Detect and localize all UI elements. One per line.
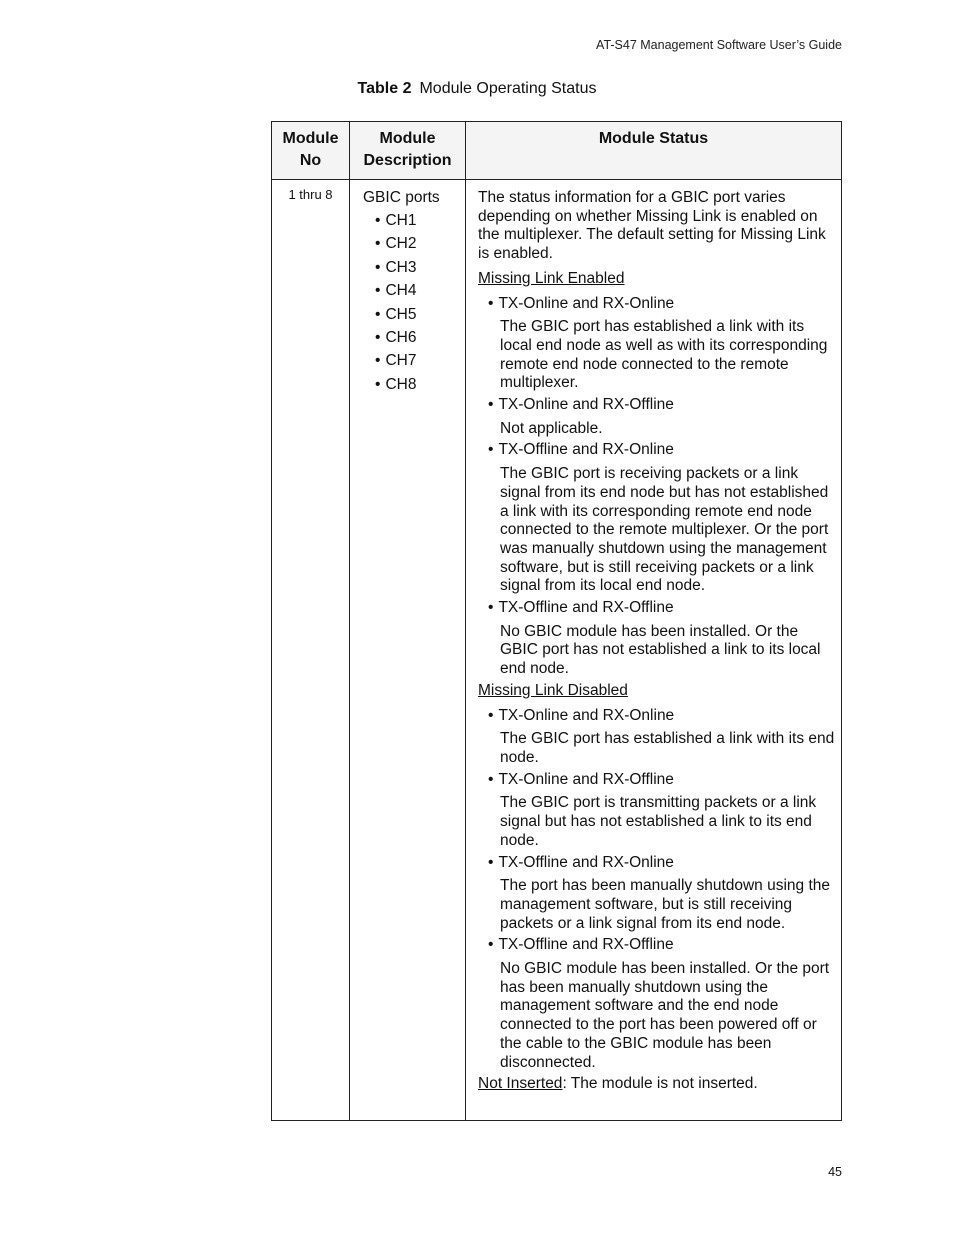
bullet-icon: • — [488, 599, 494, 617]
channel-item — [375, 279, 463, 302]
channel-label: CH7 — [385, 352, 417, 370]
bullet-icon: • — [375, 375, 381, 393]
channel-label: CH5 — [385, 305, 417, 323]
bullet-icon: • — [488, 441, 494, 459]
status-description: No GBIC module has been installed. Or the GBIC port has not established a link to its local end node. — [500, 622, 821, 678]
section-title-enabled: Missing Link Enabled — [478, 269, 625, 287]
status-item-label — [488, 854, 838, 873]
bullet-icon: • — [488, 294, 494, 312]
status-label-text: TX-Online and RX-Offline — [498, 770, 674, 788]
status-description: No GBIC module has been installed. Or the port has been manually shutdown using the management software and the end node connected to the port has been powered off or the cable to the GBIC module has been disconnected. — [500, 960, 830, 1071]
header-text: Description — [363, 152, 452, 169]
channel-item — [375, 349, 463, 372]
channel-item — [375, 326, 463, 349]
status-label-text: TX-Online and RX-Online — [498, 706, 675, 724]
table-caption — [0, 80, 954, 98]
description-title: GBIC ports — [363, 189, 440, 206]
status-item — [488, 599, 838, 679]
header-text: No — [299, 152, 322, 169]
module-status-table — [271, 121, 842, 1121]
status-item-label — [488, 441, 838, 460]
status-item-label — [488, 295, 838, 314]
header-module-description — [350, 128, 465, 172]
status-item — [488, 396, 838, 438]
disabled-status-list — [478, 707, 838, 1073]
bullet-icon: • — [375, 212, 381, 229]
bullet-icon: • — [375, 282, 381, 300]
status-description: The GBIC port has established a link with its local end node as well as with its corresponding remote end node connected to the remote multiplexer. — [500, 318, 828, 392]
cell-module-status — [478, 189, 838, 1094]
status-description: The GBIC port is transmitting packets or a link signal but has not established a link to its end node. — [500, 794, 817, 849]
status-item — [488, 854, 838, 934]
status-label-text: TX-Online and RX-Offline — [498, 396, 674, 414]
channel-label: CH3 — [385, 258, 417, 276]
bullet-icon: • — [488, 396, 494, 414]
channel-label: CH4 — [385, 282, 417, 300]
status-item-label — [488, 599, 838, 618]
channel-label: CH6 — [385, 328, 417, 346]
not-inserted-label: Not Inserted — [478, 1075, 563, 1093]
status-item — [488, 936, 838, 1072]
not-inserted-text: : The module is not inserted. — [562, 1075, 758, 1093]
status-label-text: TX-Offline and RX-Online — [498, 441, 674, 459]
header-module-no — [271, 128, 350, 172]
status-item-label — [488, 396, 838, 415]
status-item — [488, 707, 838, 768]
header-text: Module — [379, 130, 436, 147]
enabled-status-list — [478, 295, 838, 679]
status-label-text: TX-Online and RX-Online — [498, 294, 675, 312]
not-inserted-note — [478, 1075, 838, 1094]
status-item-label — [488, 771, 838, 790]
header-text: Module Status — [598, 130, 709, 147]
section-title-disabled: Missing Link Disabled — [478, 681, 628, 699]
status-label-text: TX-Offline and RX-Online — [498, 853, 674, 871]
bullet-icon: • — [488, 770, 494, 788]
bullet-icon: • — [375, 235, 381, 253]
status-description: The GBIC port has established a link with its end node. — [500, 730, 835, 766]
status-intro: The status information for a GBIC port varies depending on whether Missing Link is enabled on the multiplexer. The default setting for Missing Link is enabled. — [478, 189, 826, 263]
status-item-label — [488, 936, 838, 955]
running-header: AT-S47 Management Software User’s Guide — [596, 38, 842, 52]
caption-text: Module Operating Status — [419, 80, 597, 97]
bullet-icon: • — [375, 258, 381, 276]
status-item — [488, 441, 838, 596]
status-description: The GBIC port is receiving packets or a link signal from its end node but has not established a link with its corresponding remote end node connected to the remote multiplexer. Or the port was manually shutdown using the management software, but is still receiving packets or a link signal from its local end node. — [500, 465, 829, 595]
bullet-icon: • — [375, 352, 381, 370]
channel-item — [375, 232, 463, 255]
status-description: The port has been manually shutdown using the management software, but is still receiving packets or a link signal from its end node. — [500, 877, 831, 932]
channel-label: CH8 — [385, 375, 417, 393]
status-item-label — [488, 707, 838, 726]
bullet-icon: • — [488, 936, 494, 954]
channel-item — [375, 373, 463, 396]
status-item — [488, 295, 838, 394]
bullet-icon: • — [488, 706, 494, 724]
bullet-icon: • — [488, 853, 494, 871]
channel-item — [375, 256, 463, 279]
cell-module-no: 1 thru 8 — [288, 187, 333, 202]
cell-module-description — [363, 189, 463, 396]
bullet-icon: • — [375, 328, 381, 346]
page-number: 45 — [828, 1165, 842, 1179]
channel-item — [375, 303, 463, 326]
header-text: Module — [282, 130, 339, 147]
bullet-icon: • — [375, 305, 381, 323]
status-description: Not applicable. — [500, 419, 603, 437]
status-item — [488, 771, 838, 851]
status-label-text: TX-Offline and RX-Offline — [498, 599, 674, 617]
status-label-text: TX-Offline and RX-Offline — [498, 936, 674, 954]
channel-list — [363, 209, 463, 396]
channel-label: CH2 — [385, 235, 417, 253]
channel-item — [375, 209, 463, 232]
caption-label: Table 2 — [357, 80, 412, 97]
header-module-status — [465, 128, 842, 150]
channel-label: CH1 — [385, 212, 417, 229]
